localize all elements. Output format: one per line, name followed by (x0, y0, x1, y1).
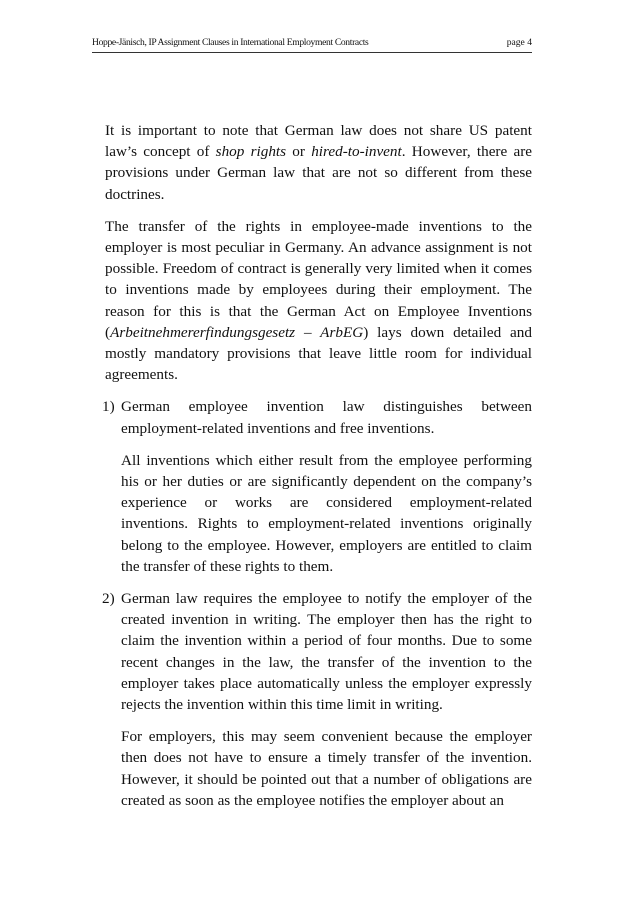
list-item-paragraph: For employers, this may seem convenient because the employer then does not have to ensure a timely transfer of the invention. However, it should be pointed out that a number of obligations are created as soon as the employee notifies the employer about an (121, 728, 532, 809)
term-arbeg: Arbeitnehmererfindungsgesetz – ArbEG (110, 323, 364, 341)
term-shop-rights: shop rights (215, 143, 287, 161)
page-header (92, 36, 532, 53)
paragraph-intro-text-b: or (286, 143, 312, 161)
paragraph-transfer-text-b: ) lays down detailed and mostly mandatory provisions that leave little room for individual agreements. (105, 323, 532, 384)
paragraph-transfer (105, 216, 532, 386)
list-item (102, 396, 532, 577)
document-title: Hoppe-Jänisch, IP Assignment Clauses in International Employment Contracts (92, 37, 369, 48)
list-item-paragraph: All inventions which either result from the employee performing his or her duties or are significantly dependent on the company’s experience or works are considered employment-related inventions. Rights to employment-related inventions originally belong to the employee. However, employers are entitled to claim the transfer of these rights to them. (121, 451, 532, 575)
list-item-paragraph: German law requires the employee to notify the employer of the created invention in writing. The employer then has the right to claim the invention within a period of four months. Due to some recent changes in the law, the transfer of the invention to the employer takes place automatically unless the employer expressly rejects the invention within this time limit in writing. (121, 590, 532, 714)
list-marker: 1) (102, 398, 115, 416)
list-item-paragraph: German employee invention law distinguishes between employment-related inventions and free inventions. (121, 398, 532, 437)
paragraph-transfer-text-a: The transfer of the rights in employee-made inventions to the employer is most peculiar in Germany. An advance assignment is not possible. Freedom of contract is generally very limited when it comes to inventions made by employees during their employment. The reason for this is that the German Act on Employee Inventions ( (105, 217, 532, 341)
paragraph-intro (105, 120, 532, 205)
list-item (102, 588, 532, 811)
page-number: page 4 (506, 37, 532, 48)
list-marker: 2) (102, 590, 115, 608)
document-body (102, 120, 533, 822)
term-hired-to-invent: hired-to-invent (311, 143, 402, 161)
paragraph-intro-text-a: It is important to note that German law does not share US patent law’s concept of (105, 122, 532, 161)
paragraph-intro-text-c: . However, there are provisions under German law that are not so different from these doctrines. (105, 143, 533, 203)
